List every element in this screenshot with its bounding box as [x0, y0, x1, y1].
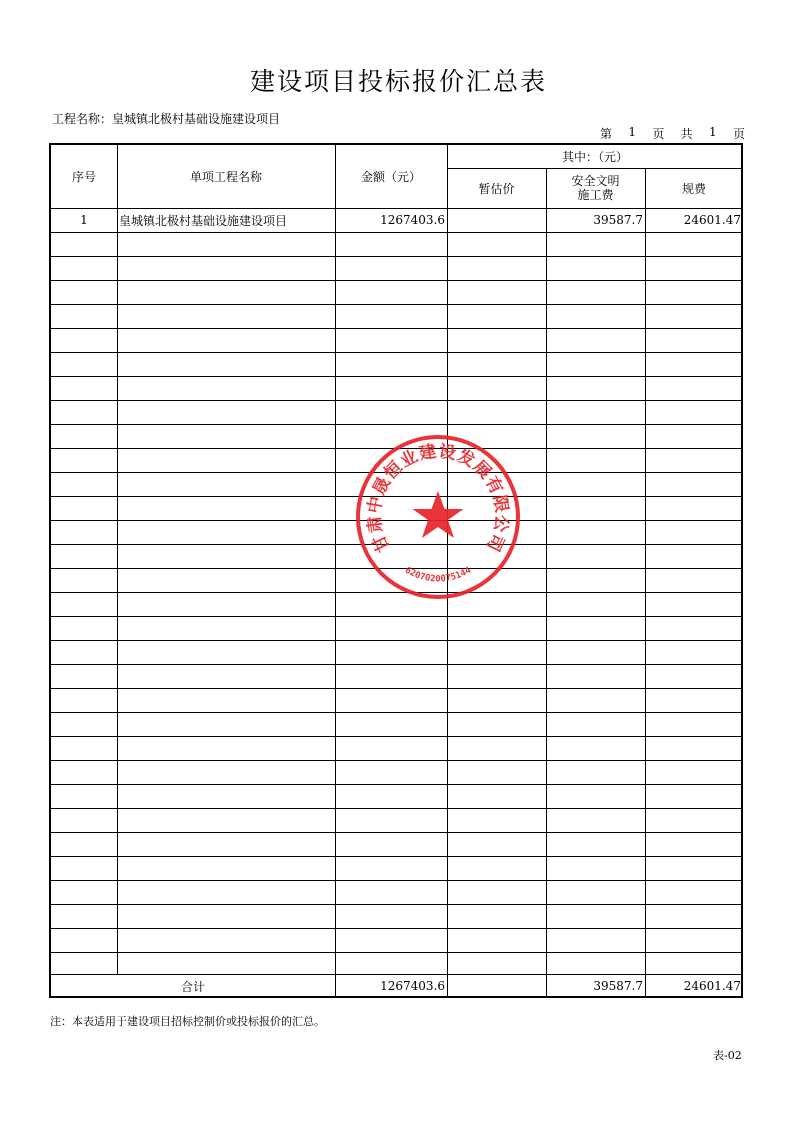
page-info-ye: 页 [652, 127, 665, 141]
grid-row-line [51, 736, 741, 737]
seal-code-text [403, 565, 474, 584]
grid-row-line [51, 784, 741, 785]
row-safety: 39587.7 [593, 213, 643, 227]
grid-row-line [51, 952, 741, 953]
grid-row-line [51, 616, 741, 617]
header-amount: 金额（元） [360, 170, 421, 184]
grid-row-line [51, 832, 741, 833]
row-amount: 1267403.6 [380, 213, 445, 227]
grid-col-line [546, 168, 547, 996]
header-seq: 序号 [71, 170, 96, 184]
grid-row-line [51, 640, 741, 641]
total-provisional [447, 974, 546, 998]
row-fees: 24601.47 [683, 213, 741, 227]
grid-row-line [447, 168, 741, 169]
grid-row-line [51, 760, 741, 761]
grid-row-line [51, 880, 741, 881]
page-info-di: 第 [600, 127, 613, 141]
total-amount: 1267403.6 [380, 979, 445, 993]
grid-row-line [51, 424, 741, 425]
grid-row-line [51, 208, 741, 209]
grid-col-line [117, 145, 118, 974]
page-total: 1 [709, 125, 717, 139]
grid-row-line [51, 688, 741, 689]
header-of-which: 其中：（元） [561, 150, 628, 164]
grid-row-line [51, 928, 741, 929]
grid-row-line [51, 904, 741, 905]
header-name: 单项工程名称 [189, 170, 262, 184]
grid-row-line [51, 256, 741, 257]
grid-col-line [335, 145, 336, 996]
seal-star-icon [413, 491, 464, 538]
page-info-gong: 共 [680, 127, 693, 141]
grid-row-line [51, 304, 741, 305]
seal-code-textpath: 6207020075144 [402, 565, 474, 585]
total-fees: 24601.47 [683, 979, 741, 993]
grid-col-line [645, 168, 646, 996]
page-info [600, 125, 745, 142]
page-info-ye2: 页 [732, 127, 745, 141]
header-fees: 规费 [681, 181, 706, 196]
grid-row-line [51, 974, 741, 975]
grid-row-line [51, 712, 741, 713]
row-seq: 1 [80, 213, 88, 227]
header-provisional: 暂估价 [478, 181, 515, 196]
total-label: 合计 [180, 979, 205, 994]
seal-company-textpath: 甘肃中晟恒业建设发展有限公司 [364, 441, 512, 556]
header-safety [546, 168, 645, 208]
grid-row-line [51, 352, 741, 353]
document-title: 建设项目投标报价汇总表 [249, 67, 547, 96]
company-seal [354, 433, 522, 601]
grid-row-line [51, 376, 741, 377]
footnote: 注：本表适用于建设项目招标控制价或投标报价的汇总。 [50, 1015, 325, 1028]
grid-row-line [51, 856, 741, 857]
grid-row-line [51, 664, 741, 665]
grid-row-line [51, 328, 741, 329]
grid-row-line [51, 808, 741, 809]
header-safety-line2: 施工费 [577, 188, 614, 202]
grid-row-line [51, 280, 741, 281]
row-name: 皇城镇北极村基础设施建设项目 [119, 213, 288, 228]
project-name: 工程名称：皇城镇北极村基础设施建设项目 [52, 112, 281, 126]
header-safety-line1: 安全文明 [571, 174, 620, 188]
total-safety: 39587.7 [593, 979, 643, 993]
row-provisional [447, 208, 546, 232]
page-number: 1 [628, 125, 636, 139]
grid-row-line [51, 232, 741, 233]
grid-row-line [51, 400, 741, 401]
form-number: 表-02 [713, 1049, 742, 1062]
